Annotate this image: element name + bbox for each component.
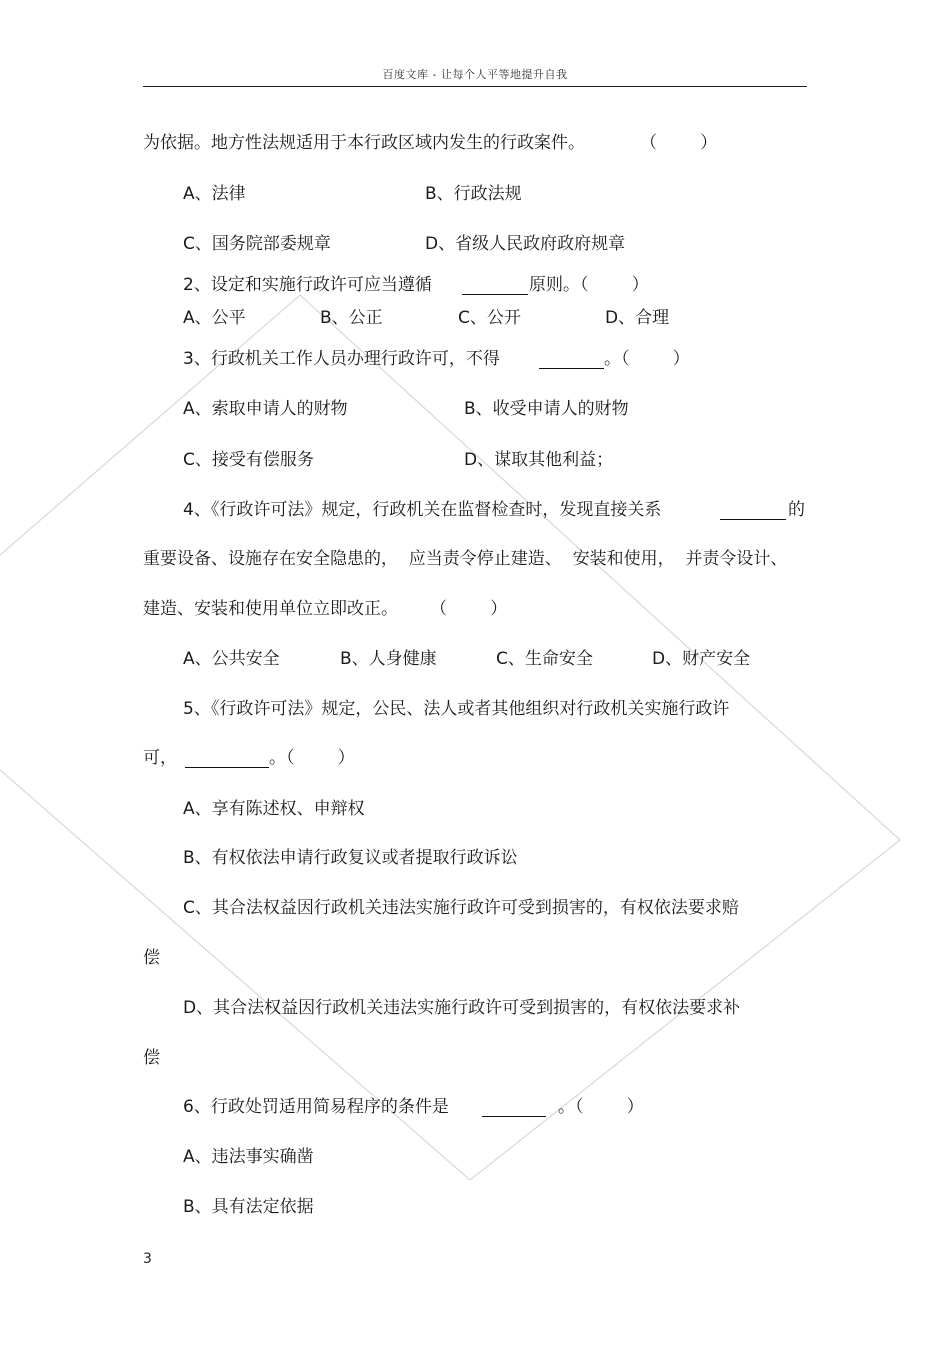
question-4-line2: 重要设备、设施存在安全隐患的， 应当责令停止建造、 安装和使用， 并责令设计、 (143, 549, 788, 569)
question-3: 3、行政机关工作人员办理行政许可，不得 (183, 349, 500, 369)
option-d: D、其合法权益因行政机关违法实施行政许可受到损害的，有权依法要求补 (183, 998, 741, 1018)
option-c: C、公开 (458, 308, 521, 328)
option-d: D、财产安全 (652, 649, 751, 669)
question-5-line2: 可， (143, 748, 177, 768)
question-2-end: 原则。（ ） (529, 275, 649, 295)
answer-bracket: （ ） (640, 133, 718, 153)
option-a: A、索取申请人的财物 (183, 399, 348, 419)
question-5-end: 。（ ） (269, 748, 355, 768)
option-a: A、违法事实确凿 (183, 1147, 314, 1167)
question-4-end: 的 (788, 500, 805, 520)
option-a: A、公平 (183, 308, 246, 328)
option-a: A、公共安全 (183, 649, 280, 669)
option-b: B、收受申请人的财物 (464, 399, 629, 419)
option-b: B、公正 (320, 308, 383, 328)
question-4-line3: 建造、安装和使用单位立即改正。 (143, 599, 398, 619)
option-d: D、合理 (605, 308, 670, 328)
page-header: 百度文库 - 让每个人平等地提升自我 (382, 68, 568, 81)
option-c: C、生命安全 (496, 649, 593, 669)
fill-blank (720, 501, 786, 520)
option-b: B、有权依法申请行政复议或者提取行政诉讼 (183, 848, 518, 868)
fill-blank (462, 276, 528, 295)
option-a: A、享有陈述权、申辩权 (183, 799, 365, 819)
option-b: B、人身健康 (340, 649, 437, 669)
option-c: C、接受有偿服务 (183, 450, 314, 470)
question-6: 6、行政处罚适用简易程序的条件是 (183, 1097, 449, 1117)
page-number: 3 (143, 1251, 152, 1267)
question-3-end: 。（ ） (604, 349, 690, 369)
question-2: 2、设定和实施行政许可应当遵循 (183, 275, 432, 295)
fill-blank (185, 749, 269, 768)
fill-blank (482, 1098, 546, 1117)
line-intro: 为依据。地方性法规适用于本行政区域内发生的行政案件。 (143, 133, 585, 153)
header-divider (143, 86, 807, 87)
option-c-continued: 偿 (143, 948, 160, 968)
option-d-continued: 偿 (143, 1048, 160, 1068)
option-a: A、法律 (183, 184, 246, 204)
option-c: C、国务院部委规章 (183, 234, 331, 254)
question-5: 5、《行政许可法》规定，公民、法人或者其他组织对行政机关实施行政许 (183, 699, 730, 719)
answer-bracket: （ ） (430, 599, 508, 619)
option-d: D、谋取其他利益； (464, 450, 614, 470)
option-b: B、具有法定依据 (183, 1197, 314, 1217)
fill-blank (539, 350, 604, 369)
option-d: D、省级人民政府政府规章 (425, 234, 626, 254)
question-4: 4、《行政许可法》规定，行政机关在监督检查时，发现直接关系 (183, 500, 662, 520)
option-c: C、其合法权益因行政机关违法实施行政许可受到损害的，有权依法要求赔 (183, 898, 739, 918)
option-b: B、行政法规 (425, 184, 522, 204)
question-6-end: 。（ ） (558, 1097, 644, 1117)
